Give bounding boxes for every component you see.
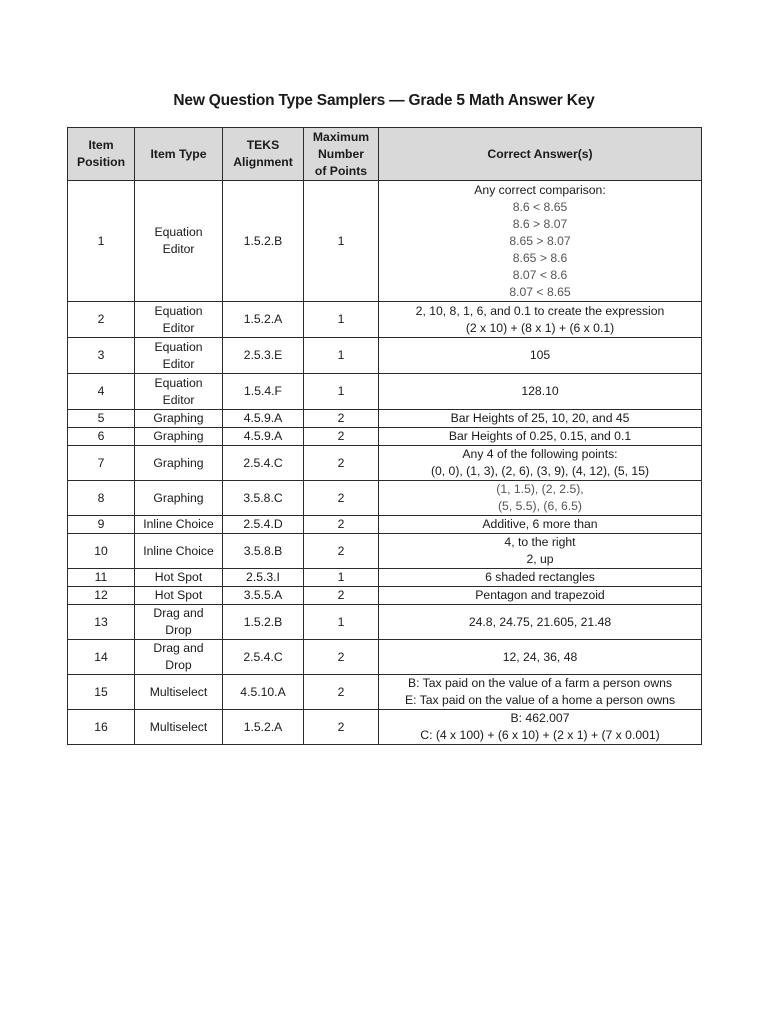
correct-answer-cell [379, 675, 702, 710]
item-position-cell: 14 [68, 640, 135, 675]
item-type-line: Graphing [153, 490, 204, 505]
max-points-cell: 2 [304, 428, 379, 446]
item-type-line: Graphing [153, 411, 204, 425]
teks-alignment-cell: 3.5.5.A [223, 587, 304, 605]
table-header [68, 128, 702, 181]
item-type-line: Drag and [153, 641, 204, 655]
correct-answer-cell [379, 181, 702, 302]
item-type-cell [135, 374, 223, 410]
item-type-cell [135, 410, 223, 428]
answer-line: 8.6 < 8.65 [512, 199, 568, 214]
item-type-line: Inline Choice [143, 543, 214, 558]
table-row [68, 302, 702, 338]
answer-line: 12, 24, 36, 48 [502, 649, 578, 664]
answer-line: Pentagon and trapezoid [475, 588, 605, 602]
teks-alignment-cell: 1.5.2.A [223, 710, 304, 745]
item-type-line: Editor [162, 356, 195, 371]
max-points-cell: 1 [304, 338, 379, 374]
teks-alignment-cell: 2.5.4.D [223, 516, 304, 534]
table-row [68, 446, 702, 481]
item-type-line: Editor [162, 242, 195, 256]
answer-line: Additive, 6 more than [482, 517, 598, 531]
max-points-cell: 1 [304, 605, 379, 640]
answer-line: 6 shaded rectangles [485, 570, 595, 584]
answer-line: 2, 10, 8, 1, 6, and 0.1 to create the expression [415, 303, 665, 318]
max-points-cell: 2 [304, 675, 379, 710]
max-points-cell: 1 [304, 302, 379, 338]
item-position-cell: 3 [68, 338, 135, 374]
item-type-line: Drop [165, 623, 192, 637]
teks-alignment-cell: 4.5.9.A [223, 410, 304, 428]
header-row [68, 128, 702, 181]
teks-alignment-cell: 4.5.9.A [223, 428, 304, 446]
answer-line: E: Tax paid on the value of a home a person owns [404, 693, 676, 707]
max-points-cell: 2 [304, 710, 379, 745]
max-points-cell: 2 [304, 481, 379, 516]
item-type-cell [135, 569, 223, 587]
answer-line: 8.07 < 8.6 [512, 267, 568, 282]
correct-answer-cell [379, 534, 702, 569]
table-row [68, 710, 702, 745]
table-row [68, 675, 702, 710]
table-row [68, 516, 702, 534]
teks-alignment-cell: 3.5.8.B [223, 534, 304, 569]
item-type-line: Inline Choice [143, 517, 214, 531]
header-teks-alignment: TEKS Alignment [223, 128, 304, 181]
item-type-cell [135, 481, 223, 516]
header-correct-answers: Correct Answer(s) [379, 128, 702, 181]
item-type-line: Multiselect [149, 684, 208, 699]
correct-answer-cell [379, 481, 702, 516]
table-row [68, 338, 702, 374]
item-type-cell [135, 338, 223, 374]
item-type-cell [135, 605, 223, 640]
correct-answer-cell [379, 446, 702, 481]
item-type-line: Hot Spot [154, 570, 203, 584]
answer-line: (0, 0), (1, 3), (2, 6), (3, 9), (4, 12), (5, 15) [430, 464, 650, 478]
item-type-line: Equation [154, 375, 203, 390]
answer-line: Bar Heights of 25, 10, 20, and 45 [450, 411, 630, 425]
item-position-cell: 7 [68, 446, 135, 481]
teks-alignment-cell: 2.5.4.C [223, 446, 304, 481]
item-position-cell: 5 [68, 410, 135, 428]
correct-answer-cell [379, 410, 702, 428]
answer-line: Any correct comparison: [474, 182, 606, 197]
answer-key-table [67, 127, 702, 745]
table-row [68, 374, 702, 410]
item-position-cell: 4 [68, 374, 135, 410]
item-type-line: Editor [162, 392, 195, 407]
teks-alignment-cell: 1.5.4.F [223, 374, 304, 410]
answer-line: (1, 1.5), (2, 2.5), [496, 482, 584, 496]
teks-alignment-cell: 2.5.4.C [223, 640, 304, 675]
header-item-type: Item Type [135, 128, 223, 181]
max-points-cell: 1 [304, 374, 379, 410]
max-points-cell: 1 [304, 181, 379, 302]
answer-line: 8.07 < 8.65 [509, 284, 571, 299]
item-position-cell: 16 [68, 710, 135, 745]
item-position-cell: 15 [68, 675, 135, 710]
correct-answer-cell [379, 428, 702, 446]
answer-line: (5, 5.5), (6, 6.5) [498, 499, 582, 513]
item-position-cell: 8 [68, 481, 135, 516]
item-type-line: Multiselect [149, 719, 208, 734]
answer-line: Bar Heights of 0.25, 0.15, and 0.1 [448, 429, 632, 443]
item-position-cell: 10 [68, 534, 135, 569]
item-type-cell [135, 675, 223, 710]
item-type-cell [135, 516, 223, 534]
item-type-cell [135, 640, 223, 675]
answer-line: 105 [529, 348, 551, 362]
header-item-position: Item Position [68, 128, 135, 181]
item-type-line: Equation [154, 225, 203, 239]
item-position-cell: 1 [68, 181, 135, 302]
table-row [68, 410, 702, 428]
correct-answer-cell [379, 569, 702, 587]
correct-answer-cell [379, 640, 702, 675]
item-type-line: Graphing [153, 429, 204, 443]
max-points-cell: 2 [304, 410, 379, 428]
item-position-cell: 9 [68, 516, 135, 534]
max-points-cell: 2 [304, 446, 379, 481]
item-type-cell [135, 302, 223, 338]
table-row [68, 481, 702, 516]
teks-alignment-cell: 2.5.3.E [223, 338, 304, 374]
answer-line: 128.10 [521, 384, 559, 398]
answer-line: Any 4 of the following points: [462, 447, 618, 461]
answer-line: B: 462.007 [510, 711, 570, 725]
table-row [68, 534, 702, 569]
item-type-line: Hot Spot [154, 588, 203, 602]
max-points-cell: 2 [304, 640, 379, 675]
answer-line: C: (4 x 100) + (6 x 10) + (2 x 1) + (7 x 0.001) [420, 728, 660, 742]
item-type-line: Editor [162, 320, 195, 335]
document-title: New Question Type Samplers — Grade 5 Math Answer Key [173, 92, 595, 109]
max-points-cell: 1 [304, 569, 379, 587]
correct-answer-cell [379, 605, 702, 640]
max-points-cell: 2 [304, 534, 379, 569]
item-type-line: Equation [154, 339, 203, 354]
item-position-cell: 6 [68, 428, 135, 446]
answer-line: 8.6 > 8.07 [512, 216, 568, 231]
teks-alignment-cell: 3.5.8.C [223, 481, 304, 516]
teks-alignment-cell: 4.5.10.A [223, 675, 304, 710]
table-row [68, 587, 702, 605]
correct-answer-cell [379, 587, 702, 605]
teks-alignment-cell: 1.5.2.B [223, 605, 304, 640]
correct-answer-cell [379, 710, 702, 745]
answer-line: 2, up [526, 552, 554, 566]
table-row [68, 640, 702, 675]
teks-alignment-cell: 1.5.2.A [223, 302, 304, 338]
item-position-cell: 2 [68, 302, 135, 338]
table-row [68, 428, 702, 446]
item-type-cell [135, 181, 223, 302]
item-type-cell [135, 587, 223, 605]
item-type-line: Graphing [153, 455, 204, 470]
correct-answer-cell [379, 516, 702, 534]
item-type-line: Equation [154, 303, 203, 318]
item-type-cell [135, 534, 223, 569]
item-type-cell [135, 446, 223, 481]
table-row [68, 605, 702, 640]
correct-answer-cell [379, 338, 702, 374]
item-type-line: Drop [165, 658, 192, 672]
max-points-cell: 2 [304, 516, 379, 534]
item-type-cell [135, 710, 223, 745]
item-type-line: Drag and [153, 606, 204, 620]
max-points-cell: 2 [304, 587, 379, 605]
item-position-cell: 12 [68, 587, 135, 605]
table-body [68, 181, 702, 745]
answer-line: 8.65 > 8.6 [512, 250, 568, 265]
answer-line: (2 x 10) + (8 x 1) + (6 x 0.1) [465, 320, 615, 335]
correct-answer-cell [379, 302, 702, 338]
teks-alignment-cell: 2.5.3.I [223, 569, 304, 587]
header-maximum-points: Maximum Number of Points [304, 128, 379, 181]
item-position-cell: 11 [68, 569, 135, 587]
table-row [68, 181, 702, 302]
answer-line: 24.8, 24.75, 21.605, 21.48 [468, 614, 612, 629]
item-position-cell: 13 [68, 605, 135, 640]
correct-answer-cell [379, 374, 702, 410]
answer-line: B: Tax paid on the value of a farm a person owns [408, 676, 672, 690]
answer-line: 8.65 > 8.07 [509, 233, 571, 248]
teks-alignment-cell: 1.5.2.B [223, 181, 304, 302]
table-row [68, 569, 702, 587]
item-type-cell [135, 428, 223, 446]
answer-line: 4, to the right [504, 535, 576, 549]
